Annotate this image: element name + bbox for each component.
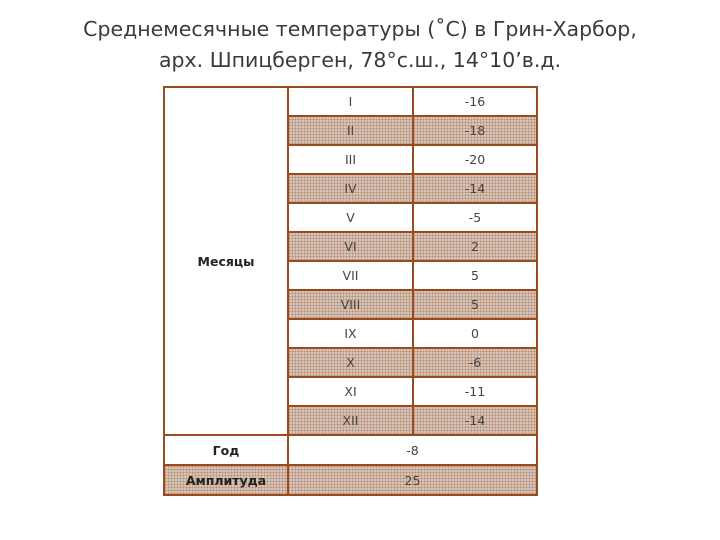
- year-row: [164, 435, 537, 465]
- months-label: Месяцы: [164, 87, 288, 435]
- temperature-cell: -6: [413, 348, 537, 377]
- temperature-cell: -14: [413, 406, 537, 435]
- month-cell: II: [288, 116, 413, 145]
- amplitude-value: 25: [288, 465, 537, 495]
- temperature-table-container: [163, 86, 538, 496]
- month-cell: IV: [288, 174, 413, 203]
- page-title: [0, 14, 720, 76]
- month-cell: XII: [288, 406, 413, 435]
- temperature-cell: -14: [413, 174, 537, 203]
- temperature-cell: -5: [413, 203, 537, 232]
- year-label: Год: [164, 435, 288, 465]
- month-cell: I: [288, 87, 413, 116]
- title-line-2: арх. Шпицберген, 78°с.ш., 14°10’в.д.: [158, 48, 562, 72]
- year-value: -8: [288, 435, 537, 465]
- title-line-1: Среднемесячные температуры (˚С) в Грин-Харбор,: [83, 17, 637, 41]
- month-cell: VI: [288, 232, 413, 261]
- table-row: [164, 87, 537, 116]
- temperature-cell: -11: [413, 377, 537, 406]
- month-cell: V: [288, 203, 413, 232]
- temperature-cell: 2: [413, 232, 537, 261]
- month-cell: X: [288, 348, 413, 377]
- temperature-cell: 5: [413, 261, 537, 290]
- temperature-cell: 0: [413, 319, 537, 348]
- temperature-table: [163, 86, 538, 496]
- temperature-cell: -18: [413, 116, 537, 145]
- month-cell: VIII: [288, 290, 413, 319]
- amplitude-row: [164, 465, 537, 495]
- temperature-cell: -16: [413, 87, 537, 116]
- month-cell: XI: [288, 377, 413, 406]
- amplitude-label: Амплитуда: [164, 465, 288, 495]
- month-cell: III: [288, 145, 413, 174]
- temperature-table-body: [164, 87, 537, 495]
- month-cell: IX: [288, 319, 413, 348]
- temperature-cell: -20: [413, 145, 537, 174]
- month-cell: VII: [288, 261, 413, 290]
- temperature-cell: 5: [413, 290, 537, 319]
